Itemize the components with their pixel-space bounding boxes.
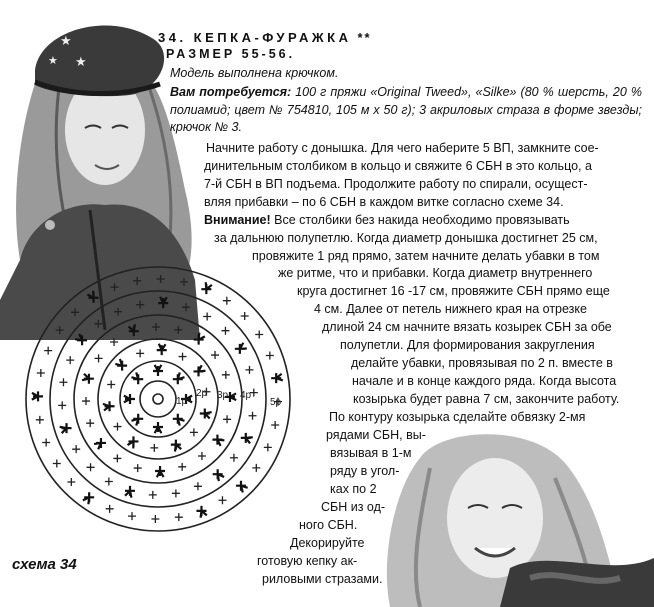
sc-stitch-symbol <box>110 338 118 346</box>
attention-line <box>204 213 570 227</box>
ring-label: 3р <box>217 390 229 401</box>
instruction-line: Начните работу с донышка. Для чего наберите 5 ВП, замкните сое- <box>206 141 599 155</box>
diagram-ring <box>140 381 176 417</box>
sc-stitch-symbol <box>134 464 142 472</box>
instruction-line: круга достигнет 16 -17 см, провяжите СБН прямо еще <box>297 284 610 298</box>
sc-stitch-symbol <box>150 444 158 452</box>
ring-label: 4р <box>240 390 252 401</box>
model-line: Модель выполнена крючком. <box>170 66 339 80</box>
instruction-line: ряду в угол- <box>330 464 400 478</box>
increase-stitch-symbol <box>155 466 165 477</box>
instruction-line: вляя прибавки – по 6 СБН в каждом витке согласно схеме 34. <box>204 195 564 209</box>
article-title-text: 34. КЕПКА-ФУРАЖКА <box>158 30 352 45</box>
increase-stitch-symbol <box>125 486 135 498</box>
increase-stitch-symbol <box>153 365 163 376</box>
sc-stitch-symbol <box>252 464 260 472</box>
increase-stitch-symbol <box>94 438 106 449</box>
sc-stitch-symbol <box>87 463 95 471</box>
sc-stitch-symbol <box>128 512 136 520</box>
instruction-line: ного СБН. <box>299 518 358 532</box>
sc-stitch-symbol <box>255 331 263 339</box>
sc-stitch-symbol <box>105 477 113 485</box>
sc-stitch-symbol <box>136 349 144 357</box>
instruction-line: динительным столбиком в кольцо и свяжите 6 СБН в это кольцо, а <box>204 159 592 173</box>
sc-stitch-symbol <box>106 505 114 513</box>
sc-stitch-symbol <box>82 397 90 405</box>
sc-stitch-symbol <box>114 308 122 316</box>
sc-stitch-symbol <box>249 412 257 420</box>
instruction-line: Все столбики без накида необходимо провязывать <box>274 213 570 227</box>
sc-stitch-symbol <box>59 378 67 386</box>
svg-text:★: ★ <box>75 55 87 70</box>
sc-stitch-symbol <box>37 369 45 377</box>
materials-label: Вам потребуется: <box>170 85 292 99</box>
ring-label: 2р <box>196 388 208 399</box>
sc-stitch-symbol <box>36 416 44 424</box>
instruction-line: рядами СБН, вы- <box>326 428 426 442</box>
instruction-line: же ритме, что и прибавки. Когда диаметр внутреннего <box>278 266 593 280</box>
sc-stitch-symbol <box>198 452 206 460</box>
instruction-line: делайте убавки, провязывая по 2 п. вместе в <box>351 356 613 370</box>
sc-stitch-symbol <box>182 303 190 311</box>
instruction-line: за дальнюю полупетлю. Когда диаметр донышка достигнет 25 см, <box>214 231 598 245</box>
sc-stitch-symbol <box>53 459 61 467</box>
sc-stitch-symbol <box>72 445 80 453</box>
sc-stitch-symbol <box>221 327 229 335</box>
increase-stitch-symbol <box>153 422 163 433</box>
sc-stitch-symbol <box>194 482 202 490</box>
increase-stitch-symbol <box>236 481 248 493</box>
instruction-line: начале и в конце каждого ряда. Когда высота <box>352 374 617 388</box>
increase-stitch-symbol <box>213 469 224 481</box>
increase-stitch-symbol <box>82 374 94 384</box>
diagram-center-ring <box>153 394 163 404</box>
increase-stitch-symbol <box>124 394 135 404</box>
sc-stitch-symbol <box>111 283 119 291</box>
increase-stitch-symbol <box>103 401 115 411</box>
increase-stitch-symbol <box>173 372 185 384</box>
sc-stitch-symbol <box>151 515 159 523</box>
sc-stitch-symbol <box>266 352 274 360</box>
sc-stitch-symbol <box>203 313 211 321</box>
sc-stitch-symbol <box>241 312 249 320</box>
svg-text:★: ★ <box>48 54 58 67</box>
increase-stitch-symbol <box>212 435 224 446</box>
instruction-line: полупетли. Для формирования закругления <box>340 338 595 352</box>
increase-stitch-symbol <box>241 433 253 444</box>
sc-stitch-symbol <box>180 278 188 286</box>
increase-stitch-symbol <box>194 333 205 345</box>
increase-stitch-symbol <box>235 343 247 354</box>
sc-stitch-symbol <box>113 454 121 462</box>
increase-stitch-symbol <box>129 324 139 336</box>
increase-stitch-symbol <box>201 282 212 294</box>
sc-stitch-symbol <box>218 496 226 504</box>
sc-stitch-symbol <box>264 443 272 451</box>
increase-stitch-symbol <box>171 440 181 452</box>
sc-stitch-symbol <box>174 326 182 334</box>
sc-stitch-symbol <box>230 454 238 462</box>
increase-stitch-symbol <box>131 372 143 384</box>
sc-stitch-symbol <box>67 478 75 486</box>
diagram-ring <box>98 339 218 459</box>
instruction-line: ках по 2 <box>330 482 377 496</box>
scheme-label: схема 34 <box>12 556 77 573</box>
increase-stitch-symbol <box>271 373 283 383</box>
instruction-line: 4 см. Далее от петель нижнего края на отрезке <box>314 302 587 316</box>
sc-stitch-symbol <box>223 297 231 305</box>
sc-stitch-symbol <box>113 423 121 431</box>
sc-stitch-symbol <box>172 489 180 497</box>
ring-label: 1р <box>176 396 188 407</box>
sc-stitch-symbol <box>175 513 183 521</box>
materials-text: 100 г пряжи «Original Tweed», «Silke» (80 % шерсть, 20 % полиамид; цвет № 754810, 105 м х 50 г); 3 акриловых стразa в форме звезды; крючок № 3. <box>170 85 642 134</box>
materials-paragraph <box>170 84 642 137</box>
sc-stitch-symbol <box>245 366 253 374</box>
svg-text:★: ★ <box>60 34 72 49</box>
crochet-diagram <box>0 262 312 552</box>
sc-stitch-symbol <box>58 401 66 409</box>
ring-label: 5р <box>270 397 282 408</box>
sc-stitch-symbol <box>136 301 144 309</box>
increase-stitch-symbol <box>83 492 94 504</box>
increase-stitch-symbol <box>194 365 206 376</box>
sc-stitch-symbol <box>133 277 141 285</box>
sc-stitch-symbol <box>271 421 279 429</box>
increase-stitch-symbol <box>60 423 72 433</box>
sc-stitch-symbol <box>95 354 103 362</box>
instruction-line: риловыми стразами. <box>262 572 383 586</box>
sc-stitch-symbol <box>71 308 79 316</box>
increase-stitch-symbol <box>200 408 212 418</box>
size-line: РАЗМЕР 55-56. <box>166 47 296 61</box>
instruction-line: длиной 24 см начните вязать козырек СБН за обе <box>322 320 612 334</box>
difficulty-stars: ** <box>357 30 372 45</box>
instruction-line: 7-й СБН в ВП подъема. Продолжите работу по спирали, осущест- <box>204 177 588 191</box>
increase-stitch-symbol <box>158 297 168 308</box>
increase-stitch-symbol <box>173 414 185 426</box>
instruction-line: готовую кепку ак- <box>257 554 358 568</box>
increase-stitch-symbol <box>32 391 43 401</box>
increase-stitch-symbol <box>87 291 98 303</box>
instruction-line: Декорируйте <box>290 536 365 550</box>
instruction-line: провяжите 1 ряд прямо, затем начните делать убавки в том <box>252 249 600 263</box>
sc-stitch-symbol <box>42 438 50 446</box>
sc-stitch-symbol <box>44 347 52 355</box>
instruction-line: вязывая в 1-м <box>330 446 412 460</box>
sc-stitch-symbol <box>179 353 187 361</box>
increase-stitch-symbol <box>157 344 167 355</box>
sc-stitch-symbol <box>222 371 230 379</box>
increase-stitch-symbol <box>131 414 143 426</box>
instruction-line: По контуру козырька сделайте обвязку 2-мя <box>329 410 586 424</box>
sc-stitch-symbol <box>107 381 115 389</box>
instruction-line: козырька будет равна 7 см, закончите работу. <box>353 392 620 406</box>
sc-stitch-symbol <box>223 415 231 423</box>
sc-stitch-symbol <box>86 419 94 427</box>
model-photo-smiling <box>380 428 654 607</box>
sc-stitch-symbol <box>94 320 102 328</box>
sc-stitch-symbol <box>211 351 219 359</box>
increase-stitch-symbol <box>127 436 138 448</box>
sc-stitch-symbol <box>66 356 74 364</box>
attention-label: Внимание! <box>204 213 271 227</box>
sc-stitch-symbol <box>152 323 160 331</box>
sc-stitch-symbol <box>190 428 198 436</box>
instruction-line: СБН из од- <box>321 500 386 514</box>
sc-stitch-symbol <box>149 491 157 499</box>
sc-stitch-symbol <box>157 275 165 283</box>
increase-stitch-symbol <box>75 334 87 345</box>
article-title <box>158 30 372 45</box>
increase-stitch-symbol <box>115 359 127 371</box>
increase-stitch-symbol <box>196 506 206 518</box>
sc-stitch-symbol <box>178 463 186 471</box>
sc-stitch-symbol <box>56 326 64 334</box>
